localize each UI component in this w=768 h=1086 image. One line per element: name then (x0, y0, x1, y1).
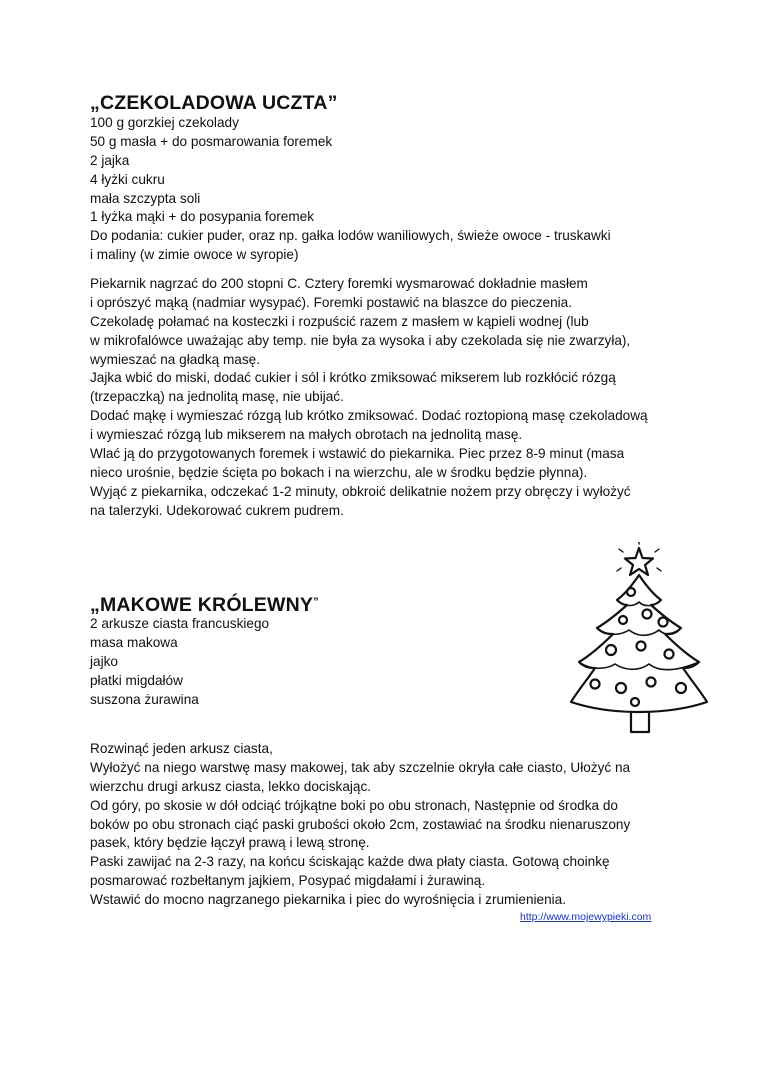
ingredient-line: jajko (90, 653, 118, 669)
ingredient-line: 4 łyżki cukru (90, 171, 165, 187)
ingredient-line: suszona żurawina (90, 691, 199, 707)
recipe1-title (90, 92, 338, 115)
instruction-line: pasek, który będzie łączył prawą i lewą stronę. (90, 835, 370, 851)
instruction-line: wierzchu drugi arkusz ciasta, lekko dociskając. (90, 778, 372, 794)
ingredient-line: 50 g masła + do posmarowania foremek (90, 133, 333, 149)
instruction-line: Czekoladę połamać na kosteczki i rozpuścić razem z masłem w kąpieli wodnej (lub (90, 313, 589, 329)
instruction-line: i oprószyć mąką (nadmiar wysypać). Foremki postawić na blaszce do pieczenia. (90, 294, 573, 310)
recipe2-title-quote: ” (313, 596, 319, 608)
instruction-line: Dodać mąkę i wymieszać rózgą lub krótko zmiksować. Dodać roztopioną masę czekoladową (90, 408, 648, 424)
instruction-line: Rozwinąć jeden arkusz ciasta, (90, 741, 273, 756)
instruction-line: (trzepaczką) na jednolitą masę, nie ubijać. (90, 389, 344, 405)
instruction-line: wymieszać na gładką masę. (90, 351, 260, 367)
recipe1-title-text: „CZEKOLADOWA UCZTA” (90, 92, 338, 114)
ingredient-line: mała szczypta soli (90, 190, 201, 206)
instruction-line: nieco urośnie, będzie ścięta po bokach i na wierzchu, ale w środku będzie płynna). (90, 464, 588, 480)
instruction-line: boków po obu stronach ciąć paski grubości około 2cm, zostawiać na środku nienaruszony (90, 816, 631, 832)
recipe1-ingredients (90, 114, 611, 265)
instruction-line: na talerzyki. Udekorować cukrem pudrem. (90, 502, 344, 518)
ingredient-line: 2 arkusze ciasta francuskiego (90, 616, 270, 631)
recipe2-ingredients (90, 615, 269, 709)
instruction-line: Jajka wbić do miski, dodać cukier i sól i krótko zmiksować mikserem lub rozkłócić rózgą (90, 370, 616, 386)
recipe1-instructions (90, 275, 648, 521)
ingredient-line: i maliny (w zimie owoce w syropie) (90, 247, 299, 263)
ingredient-line: Do podania: cukier puder, oraz np. gałka lodów waniliowych, świeże owoce - truskawki (90, 228, 611, 244)
source-link[interactable]: http://www.mojewypieki.com (520, 911, 652, 923)
ingredient-line: masa makowa (90, 634, 178, 650)
instruction-line: Wlać ją do przygotowanych foremek i wstawić do piekarnika. Piec przez 8-9 minut (masa (90, 446, 625, 462)
instruction-line: i wymieszać rózgą lub mikserem na małych obrotach na jednolitą masę. (90, 427, 523, 443)
instruction-line: Wyjąć z piekarnika, odczekać 1-2 minuty, obkroić delikatnie nożem przy obręczy i wyłożyć (90, 483, 631, 499)
instruction-line: Wyłożyć na niego warstwę masy makowej, tak aby szczelnie okryła całe ciasto, Ułożyć na (90, 759, 631, 775)
ingredient-line: 2 jajka (90, 152, 130, 168)
ingredient-line: 100 g gorzkiej czekolady (90, 115, 239, 130)
recipe2-title (90, 594, 319, 617)
recipe2-title-text: „MAKOWE KRÓLEWNY (90, 594, 314, 616)
instruction-line: Wstawić do mocno nagrzanego piekarnika i piec do wyrośnięcia i zrumienienia. (90, 892, 567, 908)
instruction-line: Piekarnik nagrzać do 200 stopni C. Cztery foremki wysmarować dokładnie masłem (90, 276, 588, 291)
instruction-line: Paski zawijać na 2-3 razy, na końcu ściskając każde dwa płaty ciasta. Gotową choinkę (90, 854, 610, 870)
instruction-line: w mikrofalówce uważając aby temp. nie była za wysoka i aby czekolada się nie zwarzyła), (90, 332, 631, 348)
ingredient-line: 1 łyżka mąki + do posypania foremek (90, 209, 315, 225)
instruction-line: posmarować rozbełtanym jajkiem, Posypać migdałami i żurawiną. (90, 873, 486, 889)
ingredient-line: płatki migdałów (90, 672, 183, 688)
instruction-line: Od góry, po skosie w dół odciąć trójkątne boki po obu stronach, Następnie od środka do (90, 797, 618, 813)
recipe2-instructions (90, 740, 630, 910)
christmas-tree-icon (565, 542, 715, 747)
